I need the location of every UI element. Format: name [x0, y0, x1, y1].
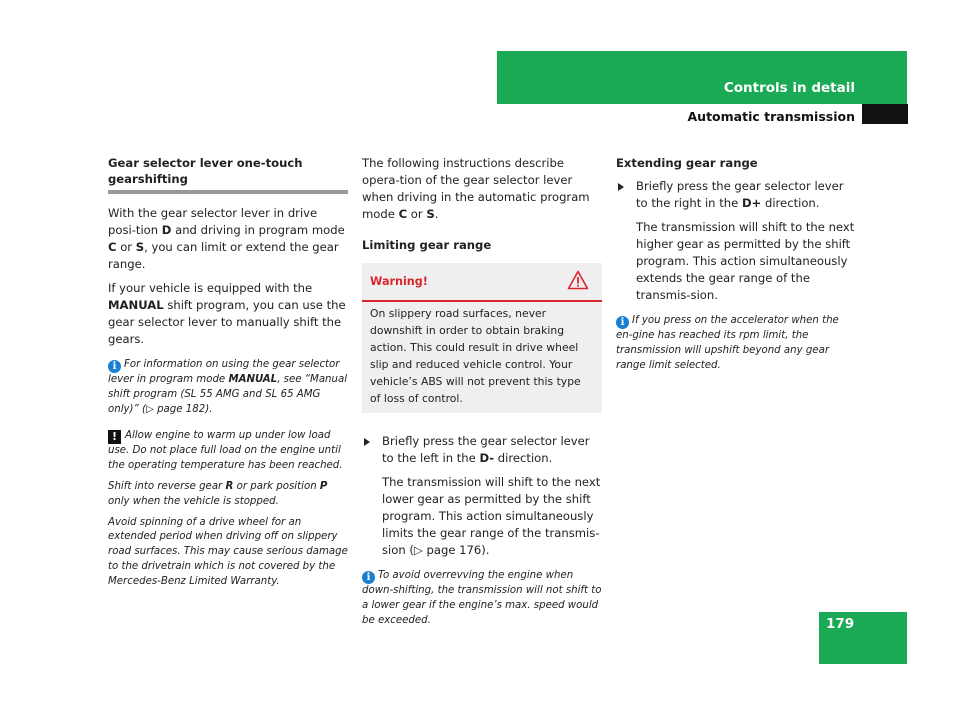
- intro-paragraph: The following instructions describe opera-tion of the gear selector lever when driving in the automatic program mode C or S.: [362, 156, 590, 221]
- page-number-box: [819, 612, 907, 664]
- page-number: 179: [826, 616, 855, 632]
- info-note-3: i If you press on the accelerator when the en-gine has reached its rpm limit, the transmission will upshift beyond any gear range limit selected.: [616, 315, 839, 371]
- result-limit: The transmission will shift to the next lower gear as permitted by the shift program. This action simultaneously limits the gear range of the transmis-sion (▷ page 176).: [382, 475, 601, 557]
- section-heading: Gear selector lever one-touch gearshifting: [108, 156, 303, 186]
- section-tab: [862, 104, 908, 124]
- column-1: [108, 155, 348, 596]
- section-title: Automatic transmission: [687, 109, 855, 124]
- warning-label: Warning!: [370, 275, 428, 288]
- bullet-arrow-icon: [618, 183, 624, 191]
- warning-triangle-icon: [567, 270, 589, 290]
- bullet-arrow-icon: [364, 438, 370, 446]
- caution-icon: !: [108, 430, 121, 444]
- caution-note-2: Shift into reverse gear R or park position P only when the vehicle is stopped.: [108, 480, 328, 507]
- info-icon: i: [108, 360, 121, 373]
- warning-text: On slippery road surfaces, never downshift in order to obtain braking action. This could result in drive wheel slip and reduced vehicle control. Your vehicle’s ABS will not prevent this type of loss of control.: [370, 307, 581, 405]
- warning-header: [362, 263, 602, 302]
- info-note: i For information on using the gear selector lever in program mode MANUAL, see “Manual shift program (SL 55 AMG and SL 65 AMG only)” (▷ page 182).: [108, 359, 348, 415]
- column-2: [362, 155, 602, 634]
- limiting-heading: Limiting gear range: [362, 238, 492, 252]
- caution-note-3: Avoid spinning of a drive wheel for an extended period when driving off on slippery road surfaces. This may cause serious damage to the drivetrain which is not covered by the Mercedes-Benz Limited Warranty.: [108, 516, 348, 587]
- result-extend: The transmission will shift to the next higher gear as permitted by the shift program. This action simultaneously extends the gear range of the transmis-sion.: [636, 220, 855, 302]
- caution-note-1: ! Allow engine to warm up under low load use. Do not place full load on the engine until the operating temperature has been reached.: [108, 430, 343, 472]
- warning-box: [362, 263, 602, 413]
- paragraph-2: If your vehicle is equipped with the MANUAL shift program, you can use the gear selector lever to manually shift the gears.: [108, 281, 346, 346]
- info-note-2: i To avoid overrevving the engine when down-shifting, the transmission will not shift to a lower gear if the engine’s max. speed would be exceeded.: [362, 570, 602, 626]
- heading-rule: [108, 190, 348, 194]
- step-extend: Briefly press the gear selector lever to the right in the D+ direction.: [616, 178, 858, 212]
- header-band: [497, 51, 907, 104]
- info-icon: i: [362, 571, 375, 584]
- extending-heading: Extending gear range: [616, 156, 758, 170]
- paragraph-1: With the gear selector lever in drive posi-tion D and driving in program mode C or S, you can limit or extend the gear range.: [108, 206, 345, 271]
- step-limit: Briefly press the gear selector lever to the left in the D- direction.: [362, 433, 602, 467]
- info-icon: i: [616, 316, 629, 329]
- chapter-title: Controls in detail: [723, 80, 855, 96]
- column-3: [616, 155, 858, 379]
